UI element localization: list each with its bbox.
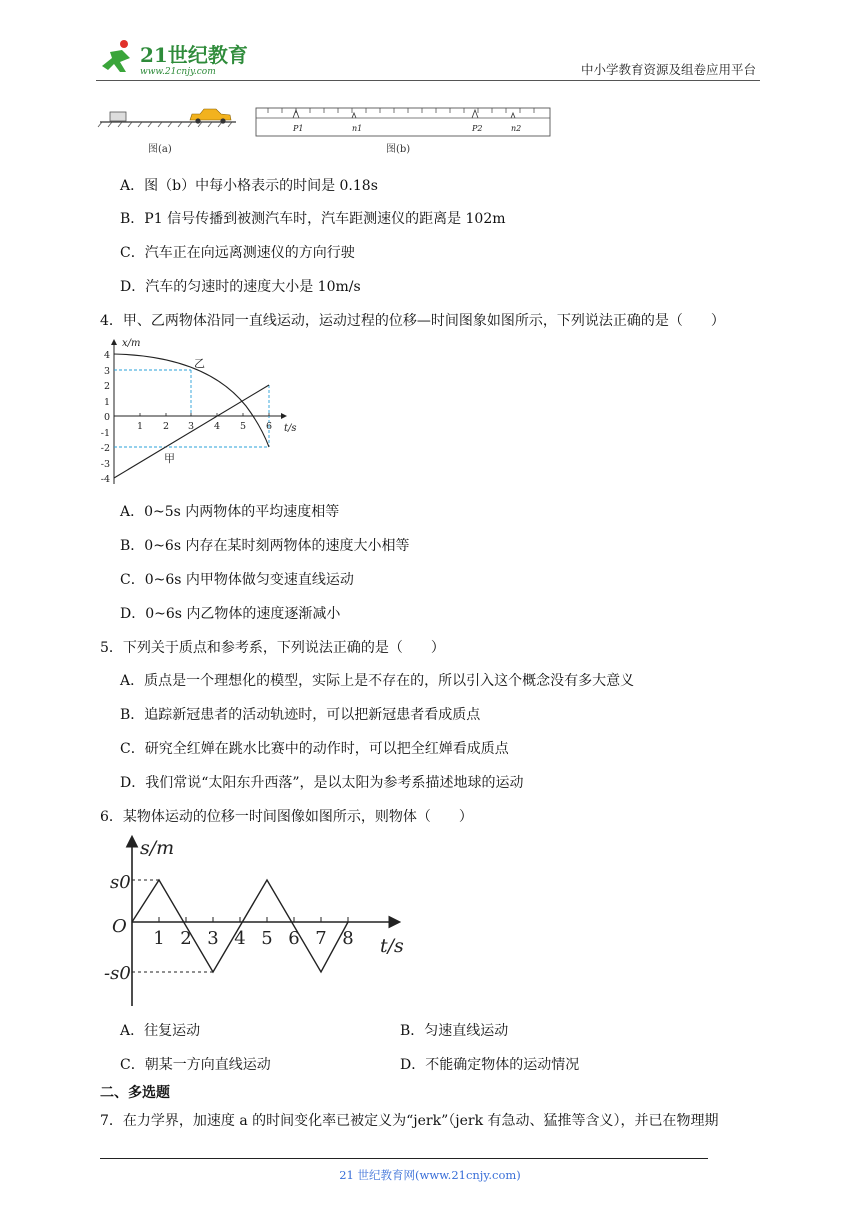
q4-xtick: 4: [213, 421, 221, 432]
footer-divider: [100, 1158, 708, 1159]
q6-chart: [100, 832, 410, 1010]
q6-xtick: 2: [180, 928, 192, 949]
q6-option-a: A．往复运动: [120, 1023, 201, 1039]
q6-xlabel: t/s: [380, 935, 404, 957]
q6-ylabel: s/m: [140, 837, 175, 859]
q4-ylabel: x/m: [122, 338, 141, 349]
site-logo: [96, 38, 266, 78]
q6-xtick: 7: [315, 928, 327, 949]
q4-ytick: 4: [103, 350, 110, 361]
q6-stem: 6．某物体运动的位移一时间图像如图所示，则物体（ ）: [100, 809, 473, 825]
q4-ytick: 2: [103, 381, 110, 392]
q5-option-c: C．研究全红婵在跳水比赛中的动作时，可以把全红婵看成质点: [120, 741, 509, 757]
q3-option-a: A．图（b）中每小格表示的时间是 0.18s: [120, 178, 378, 194]
label-n2: n2: [511, 124, 522, 133]
q4-ytick: -2: [100, 443, 110, 454]
q4-ytick: -1: [100, 428, 110, 439]
q4-ytick: 3: [103, 366, 110, 377]
q7-stem: 7．在力学界，加速度 a 的时间变化率已被定义为“jerk”（jerk 有急动、猛推等含义），并已在物理期: [100, 1113, 719, 1129]
platform-name: 中小学教育资源及组卷应用平台: [580, 62, 756, 77]
q4-xtick: 1: [136, 421, 144, 432]
q4-label-yi: 乙: [194, 357, 205, 370]
q4-option-a: A．0~5s 内两物体的平均速度相等: [120, 504, 340, 520]
q6-s0-pos: s0: [110, 872, 131, 893]
q6-xtick: 4: [234, 928, 246, 949]
q4-ytick: 0: [103, 412, 110, 423]
q6-series: [132, 880, 348, 972]
q4-ytick: 1: [103, 397, 110, 408]
q6-xtick: 1: [153, 928, 165, 949]
label-p2: P2: [472, 124, 483, 133]
q4-ytick: -3: [100, 459, 110, 470]
q6-s0-neg: -s0: [104, 963, 131, 984]
q4-chart: [96, 334, 306, 490]
speed-gun-icon: [110, 112, 126, 121]
logo-text: 21世纪教育: [140, 43, 248, 67]
logo-url: www.21cnjy.com: [140, 67, 216, 77]
q4-xtick: 5: [239, 421, 247, 432]
q4-xtick: 3: [187, 421, 195, 432]
q4-xlabel: t/s: [284, 423, 297, 434]
q4-option-d: D．0~6s 内乙物体的速度逐渐减小: [120, 606, 341, 622]
q3-option-b: B．P1 信号传播到被测汽车时，汽车距测速仪的距离是 102m: [120, 211, 506, 227]
q6-xtick: 8: [342, 928, 354, 949]
q6-option-b: B．匀速直线运动: [400, 1023, 509, 1039]
q4-option-c: C．0~6s 内甲物体做匀变速直线运动: [120, 572, 354, 588]
footer-link[interactable]: 21 世纪教育网(www.21cnjy.com): [339, 1168, 521, 1182]
header-divider: [96, 80, 760, 81]
q6-xtick: 5: [261, 928, 273, 949]
label-p1: P1: [293, 124, 304, 133]
label-n1: n1: [352, 124, 363, 133]
figure-a: [98, 109, 236, 155]
q4-xtick: 6: [265, 421, 273, 432]
q4-stem: 4．甲、乙两物体沿同一直线运动，运动过程的位移—时间图象如图所示，下列说法正确的是（ ）: [100, 313, 725, 329]
q6-xtick: 6: [288, 928, 300, 949]
q6-option-d: D．不能确定物体的运动情况: [400, 1057, 580, 1073]
q4-series-yi: [114, 354, 269, 447]
q6-option-c: C．朝某一方向直线运动: [120, 1057, 271, 1073]
figure-b: [256, 108, 550, 155]
figure-a-caption: 图(a): [148, 144, 172, 155]
q5-option-b: B．追踪新冠患者的活动轨迹时，可以把新冠患者看成质点: [120, 707, 481, 723]
q4-label-jia: 甲: [164, 452, 175, 465]
figure-b-caption: 图(b): [386, 144, 411, 155]
q5-option-d: D．我们常说“太阳东升西落”，是以太阳为参考系描述地球的运动: [120, 775, 524, 791]
q5-option-a: A．质点是一个理想化的模型，实际上是不存在的，所以引入这个概念没有多大意义: [120, 673, 635, 689]
q6-xtick: 3: [207, 928, 219, 949]
section-title: 二、多选题: [100, 1085, 170, 1101]
q3-option-c: C．汽车正在向远离测速仪的方向行驶: [120, 245, 355, 261]
q4-xtick: 2: [162, 421, 170, 432]
q5-stem: 5．下列关于质点和参考系，下列说法正确的是（ ）: [100, 640, 445, 656]
runner-icon: [102, 40, 130, 72]
q3-option-d: D．汽车的匀速时的速度大小是 10m/s: [120, 279, 361, 295]
q4-option-b: B．0~6s 内存在某时刻两物体的速度大小相等: [120, 538, 410, 554]
q6-origin: O: [112, 916, 127, 937]
figure-ab: [96, 100, 556, 162]
q4-ytick: -4: [100, 474, 110, 485]
